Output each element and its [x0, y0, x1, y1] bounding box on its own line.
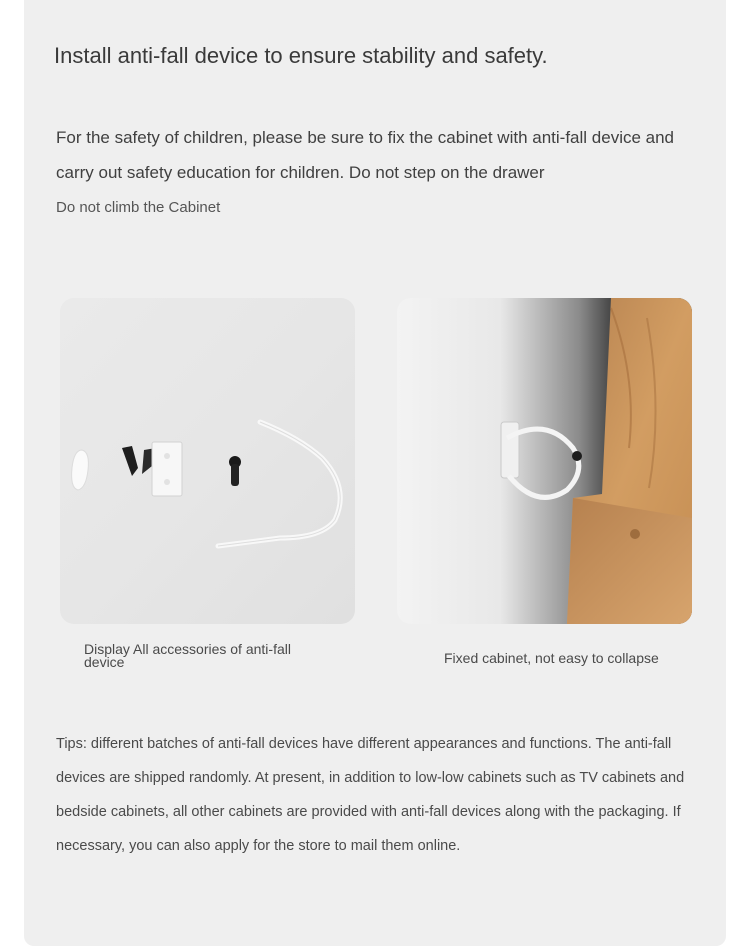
section-title: Install anti-fall device to ensure stability and safety. — [54, 43, 548, 68]
intro-text: For the safety of children, please be sure to fix the cabinet with anti-fall device and carry out safety education for children. Do not step on the drawer — [56, 128, 675, 182]
tips-text: Tips: different batches of anti-fall devices have different appearances and functions. The anti-fall devices are shipped randomly. At present, in addition to low-low cabinets such as TV cabinets and bedside cabinets, all other cabinets are provided with anti-fall devices along with the packaging. If necessary, you can also apply for the store to mail them online. — [56, 736, 685, 854]
caption-fixed-cabinet: Fixed cabinet, not easy to collapse — [444, 650, 659, 666]
bracket-plate — [152, 442, 182, 496]
caption-accessories: Display All accessories of anti-fall device — [84, 641, 291, 670]
wall-bracket — [501, 422, 519, 478]
accessories-photo — [60, 298, 355, 624]
intro-subtext: Do not climb the Cabinet — [56, 199, 221, 216]
installed-cabinet-photo — [397, 298, 692, 624]
